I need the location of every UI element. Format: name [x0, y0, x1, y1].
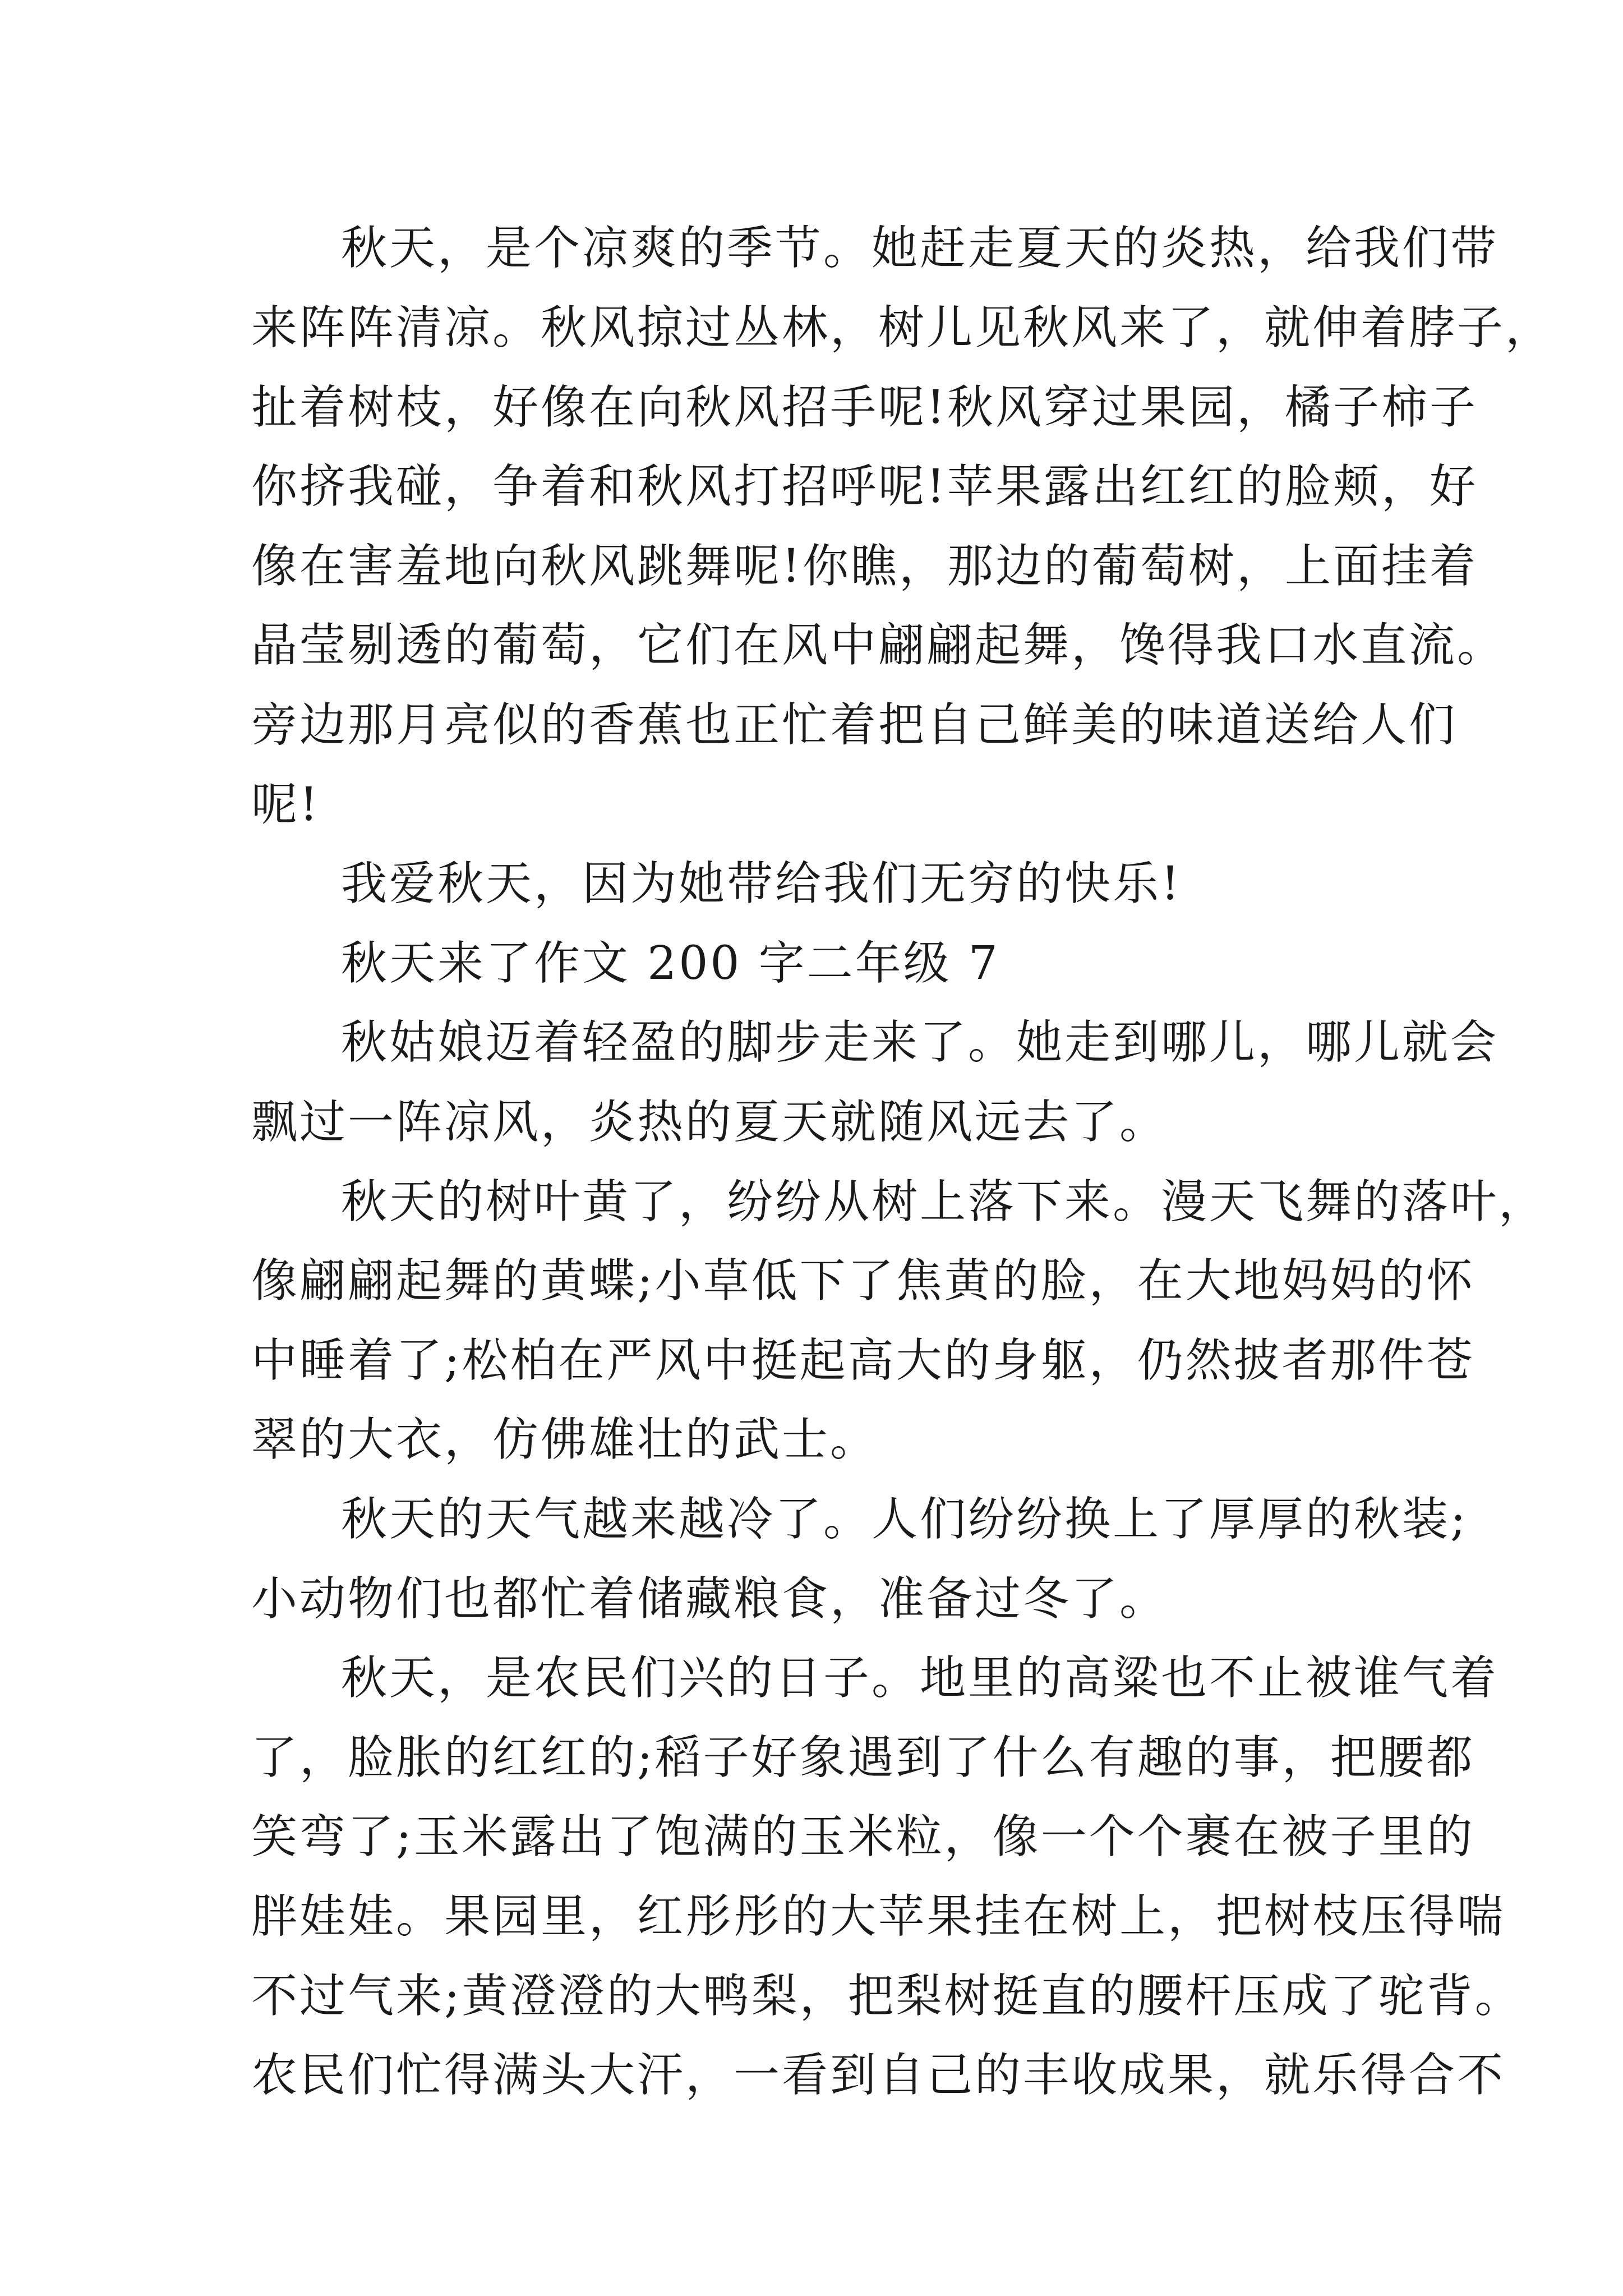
text-line: 我爱秋天，因为她带给我们无穷的快乐!: [341, 857, 1182, 910]
text-line: 秋天，是个凉爽的季节。她赶走夏天的炎热，给我们带: [341, 222, 1499, 275]
text-line: 你挤我碰，争着和秋风打招呼呢!苹果露出红红的脸颊，好: [251, 460, 1478, 513]
text-line: 晶莹剔透的葡萄，它们在风中翩翩起舞，馋得我口水直流。: [251, 619, 1506, 672]
text-line: 中睡着了;松柏在严风中挺起高大的身躯，仍然披者那件苍: [251, 1334, 1475, 1387]
text-line: 旁边那月亮似的香蕉也正忙着把自己鲜美的味道送给人们: [251, 698, 1458, 752]
text-line: 呢!: [251, 778, 320, 831]
text-line: 飘过一阵凉风，炎热的夏天就随风远去了。: [251, 1096, 1168, 1149]
text-line: 秋天的树叶黄了，纷纷从树上落下来。漫天飞舞的落叶，: [341, 1175, 1547, 1228]
text-line: 秋天的天气越来越冷了。人们纷纷换上了厚厚的秋装;: [341, 1493, 1468, 1546]
text-line: 像在害羞地向秋风跳舞呢!你瞧，那边的葡萄树，上面挂着: [251, 540, 1478, 593]
text-line: 来阵阵清凉。秋风掠过丛林，树儿见秋风来了，就伸着脖子，: [251, 301, 1554, 355]
section-heading: 秋天来了作文 200 字二年级 7: [341, 937, 1000, 990]
text-line: 秋天，是农民们兴的日子。地里的高粱也不止被谁气着: [341, 1651, 1499, 1705]
text-line: 笑弯了;玉米露出了饱满的玉米粒，像一个个裹在被子里的: [251, 1810, 1475, 1864]
text-line: 翠的大衣，仿佛雄壮的武士。: [251, 1413, 879, 1466]
text-line: 农民们忙得满头大汗，一看到自己的丰收成果，就乐得合不: [251, 2049, 1506, 2102]
text-line: 像翩翩起舞的黄蝶;小草低下了焦黄的脸，在大地妈妈的怀: [251, 1254, 1475, 1308]
text-line: 小动物们也都忙着储藏粮食，准备过冬了。: [251, 1572, 1168, 1626]
text-line: 秋姑娘迈着轻盈的脚步走来了。她走到哪儿，哪儿就会: [341, 1016, 1499, 1069]
text-line: 了，脸胀的红红的;稻子好象遇到了什么有趣的事，把腰都: [251, 1731, 1475, 1784]
text-line: 扯着树枝，好像在向秋风招手呢!秋风穿过果园，橘子柿子: [251, 381, 1478, 434]
text-line: 胖娃娃。果园里，红彤彤的大苹果挂在树上，把树枝压得喘: [251, 1890, 1506, 1943]
text-line: 不过气来;黄澄澄的大鸭梨，把梨树挺直的腰杆压成了驼背。: [251, 1970, 1523, 2023]
